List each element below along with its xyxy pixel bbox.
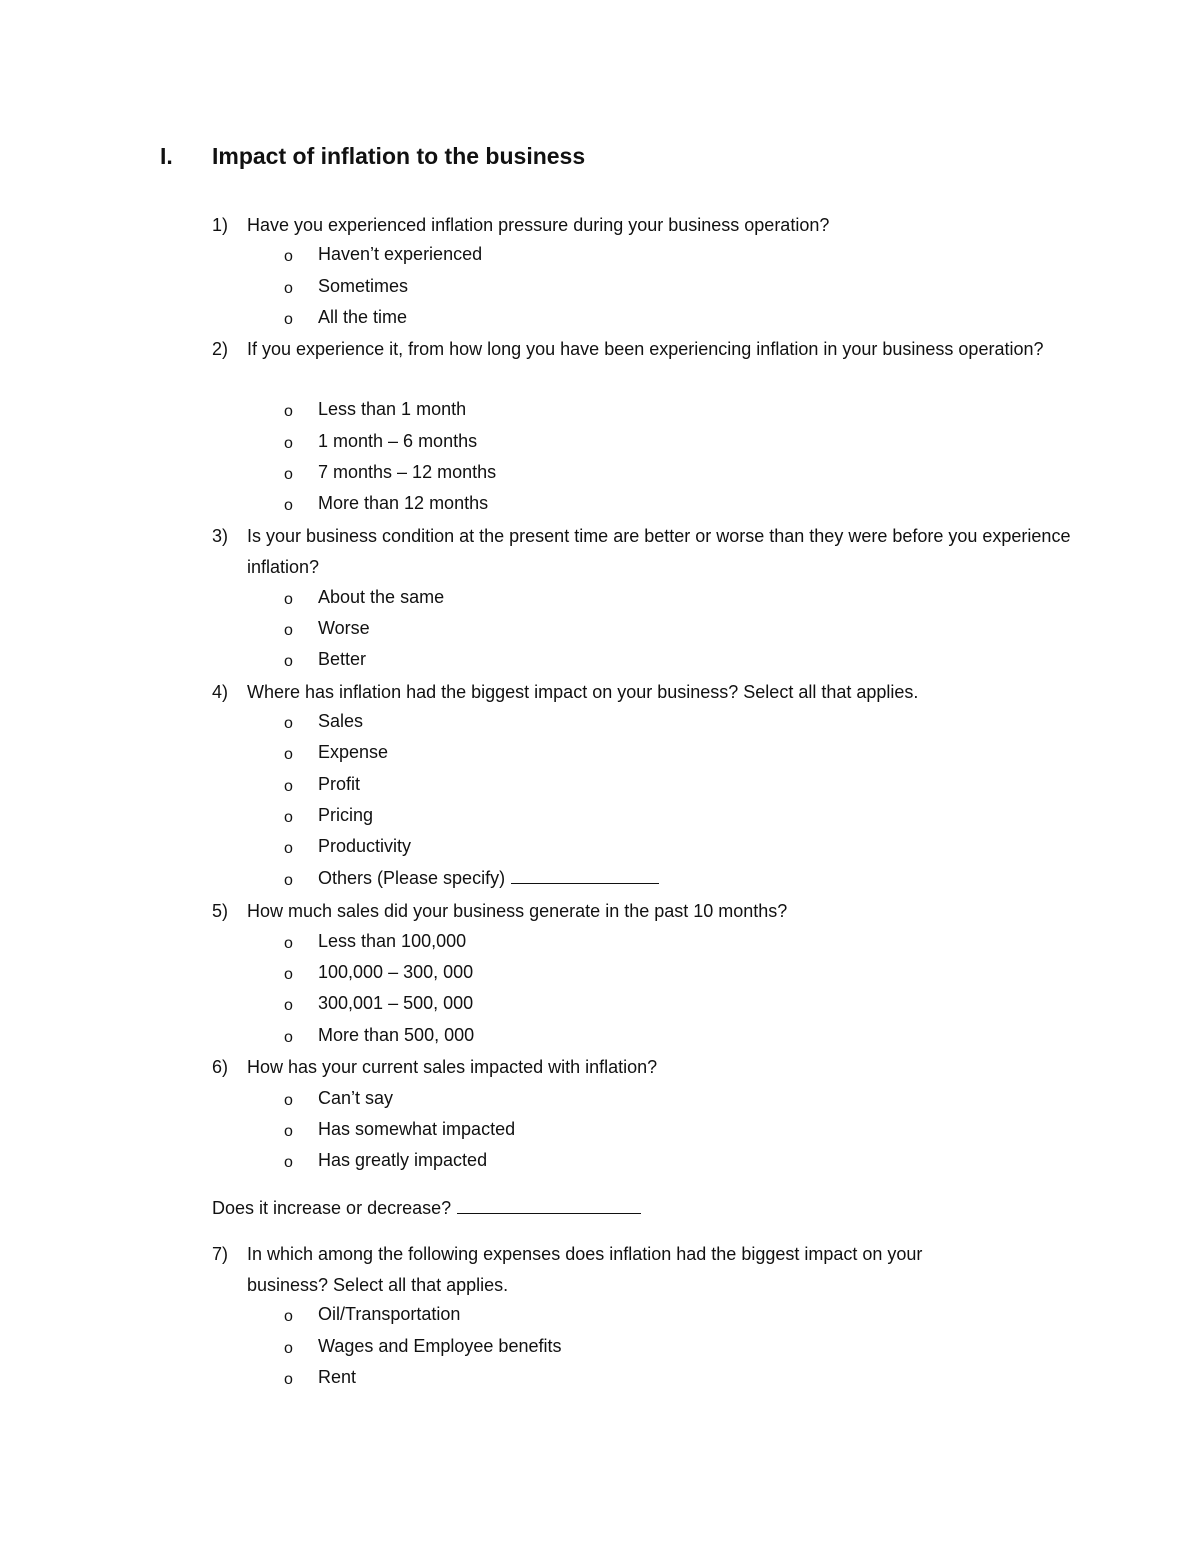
question-2-option-3: 7 months – 12 months <box>318 462 497 482</box>
bullet-icon: o <box>284 497 293 514</box>
question-7-number: 7) <box>212 1244 229 1264</box>
question-2-text: If you experience it, from how long you have been experiencing inflation in your business operation? <box>247 339 1044 359</box>
question-7-option-1: Oil/Transportation <box>318 1304 461 1324</box>
bullet-icon: o <box>284 746 293 763</box>
question-4-option-5: Productivity <box>318 836 412 856</box>
question-4-option-6-row <box>318 863 659 894</box>
followup-text: Does it increase or decrease? <box>212 1198 452 1218</box>
question-1-option-2: Sometimes <box>318 276 409 296</box>
question-4-option-2: Expense <box>318 742 389 762</box>
question-1-option-3: All the time <box>318 307 408 327</box>
question-3-number: 3) <box>212 526 229 546</box>
bullet-icon: o <box>284 591 293 608</box>
question-4-text: Where has inflation had the biggest impact on your business? Select all that applies. <box>247 682 919 702</box>
followup-row <box>212 1193 641 1224</box>
bullet-icon: o <box>284 311 293 328</box>
bullet-icon: o <box>284 1340 293 1357</box>
question-5-text: How much sales did your business generate in the past 10 months? <box>247 901 788 921</box>
question-2-number: 2) <box>212 339 229 359</box>
question-4-number: 4) <box>212 682 229 702</box>
question-2-option-4: More than 12 months <box>318 493 489 513</box>
bullet-icon: o <box>284 1029 293 1046</box>
bullet-icon: o <box>284 435 293 452</box>
question-5-option-2: 100,000 – 300, 000 <box>318 962 474 982</box>
question-3-text: Is your business condition at the present time are better or worse than they were before you experience inflation? <box>247 526 1071 577</box>
question-5-option-3: 300,001 – 500, 000 <box>318 993 474 1013</box>
question-3-option-2: Worse <box>318 618 370 638</box>
question-6-option-3: Has greatly impacted <box>318 1150 488 1170</box>
question-3-option-3: Better <box>318 649 367 669</box>
question-4-option-3: Profit <box>318 774 361 794</box>
bullet-icon: o <box>284 872 293 889</box>
question-2-option-1: Less than 1 month <box>318 399 467 419</box>
bullet-icon: o <box>284 1154 293 1171</box>
bullet-icon: o <box>284 935 293 952</box>
bullet-icon: o <box>284 966 293 983</box>
question-4-option-1: Sales <box>318 711 364 731</box>
question-1-option-1: Haven’t experienced <box>318 244 483 264</box>
bullet-icon: o <box>284 840 293 857</box>
question-5-option-4: More than 500, 000 <box>318 1025 475 1045</box>
question-1-number: 1) <box>212 215 229 235</box>
question-6-text: How has your current sales impacted with inflation? <box>247 1057 658 1077</box>
question-7-option-2: Wages and Employee benefits <box>318 1336 562 1356</box>
section-title: Impact of inflation to the business <box>212 143 586 169</box>
bullet-icon: o <box>284 1371 293 1388</box>
question-3-option-1: About the same <box>318 587 445 607</box>
bullet-icon: o <box>284 809 293 826</box>
bullet-icon: o <box>284 1308 293 1325</box>
bullet-icon: o <box>284 997 293 1014</box>
question-5-number: 5) <box>212 901 229 921</box>
question-4-option-4: Pricing <box>318 805 374 825</box>
bullet-icon: o <box>284 466 293 483</box>
question-7-text: In which among the following expenses does inflation had the biggest impact on your business? Select all that applies. <box>247 1244 923 1295</box>
bullet-icon: o <box>284 1123 293 1140</box>
bullet-icon: o <box>284 622 293 639</box>
question-4-option-6: Others (Please specify) <box>318 868 506 888</box>
bullet-icon: o <box>284 280 293 297</box>
question-2-option-2: 1 month – 6 months <box>318 431 478 451</box>
bullet-icon: o <box>284 715 293 732</box>
followup-blank-line[interactable] <box>457 1195 641 1214</box>
bullet-icon: o <box>284 1092 293 1109</box>
bullet-icon: o <box>284 778 293 795</box>
specify-blank-line[interactable] <box>511 865 659 884</box>
bullet-icon: o <box>284 653 293 670</box>
question-7-option-3: Rent <box>318 1367 357 1387</box>
question-6-option-2: Has somewhat impacted <box>318 1119 516 1139</box>
section-number: I. <box>160 143 173 169</box>
question-6-number: 6) <box>212 1057 229 1077</box>
question-5-option-1: Less than 100,000 <box>318 931 467 951</box>
bullet-icon: o <box>284 248 293 265</box>
question-6-option-1: Can’t say <box>318 1088 394 1108</box>
question-1-text: Have you experienced inflation pressure during your business operation? <box>247 215 830 235</box>
bullet-icon: o <box>284 403 293 420</box>
